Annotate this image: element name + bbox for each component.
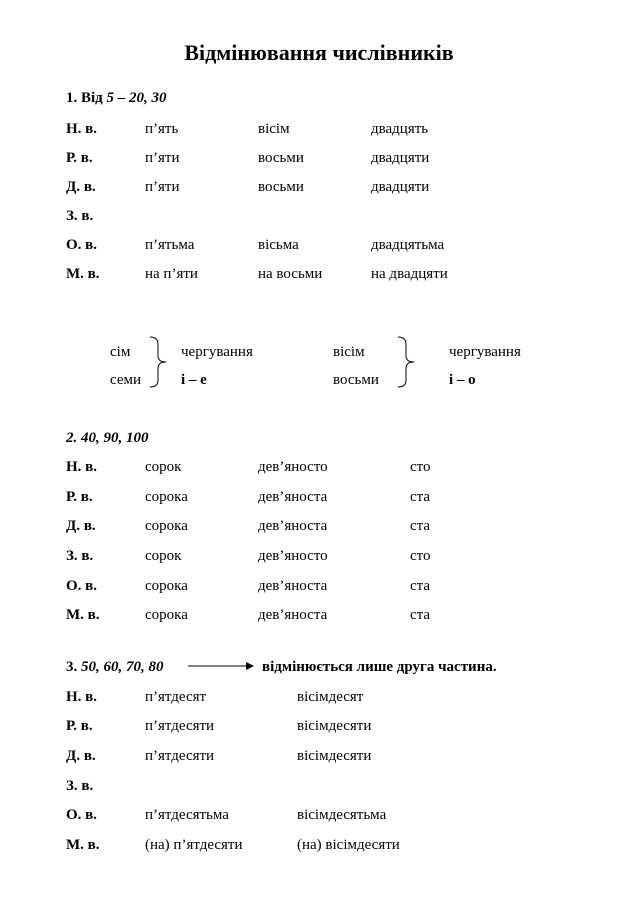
right-arrow-icon [188,660,254,672]
s1-cell-1-2: восьми [258,150,304,166]
section-2-heading: 2. 40, 90, 100 [66,430,149,446]
s3-cell-1-1: п’ятдесяти [145,718,215,734]
s3-cell-0-2: вісімдесят [297,689,364,705]
s2-case-1: Р. в. [66,489,93,505]
s2-case-5: М. в. [66,607,100,623]
s1-cell-5-1: на п’яти [145,266,198,282]
s1-cell-5-3: на двадцяти [371,266,448,282]
s1-cell-2-2: восьми [258,179,304,195]
alt-left-word-1: сім [110,344,131,360]
s1-cell-2-3: двадцяти [371,179,430,195]
s2-cell-0-2: дев’яносто [258,459,328,475]
alt-right-word-2: восьми [333,372,379,388]
s3-cell-5-1: (на) п’ятдесяти [145,837,243,853]
s2-cell-0-1: сорок [145,459,182,475]
s3-cell-5-2: (на) вісімдесяти [297,837,400,853]
s3-case-5: М. в. [66,837,100,853]
s2-cell-4-3: ста [410,578,431,594]
alt-right-label: чергування [449,344,521,360]
page-title: Відмінювання числівників [184,40,454,65]
alt-right-pair: і – о [449,372,476,388]
s2-cell-2-2: дев’яноста [258,518,328,534]
s1-case-1: Р. в. [66,150,93,166]
s2-cell-3-1: сорок [145,548,182,564]
s1-cell-0-3: двадцять [371,121,429,137]
s3-cell-0-1: п’ятдесят [145,689,207,705]
s1-case-4: О. в. [66,237,98,253]
s1-case-5: М. в. [66,266,100,282]
s2-cell-5-3: ста [410,607,431,623]
s3-cell-2-1: п’ятдесяти [145,748,215,764]
s2-cell-1-1: сорока [145,489,188,505]
s1-cell-4-2: вісьма [258,237,299,253]
s2-cell-5-1: сорока [145,607,188,623]
s2-cell-3-3: сто [410,548,431,564]
s2-case-2: Д. в. [66,518,96,534]
section-1-heading-prefix: 1. Від [66,90,107,106]
s1-cell-4-1: п’ятьма [145,237,195,253]
section-3-heading [66,659,164,676]
s2-cell-5-2: дев’яноста [258,607,328,623]
s2-case-0: Н. в. [66,459,98,475]
s3-cell-2-2: вісімдесяти [297,748,372,764]
s2-cell-1-2: дев’яноста [258,489,328,505]
s1-cell-1-3: двадцяти [371,150,430,166]
s1-cell-2-1: п’яти [145,179,180,195]
s1-cell-5-2: на восьми [258,266,323,282]
alt-right-word-1: вісім [333,344,365,360]
s1-cell-1-1: п’яти [145,150,180,166]
alt-right-brace [396,336,416,388]
s3-case-2: Д. в. [66,748,96,764]
s3-cell-4-1: п’ятдесятьма [145,807,229,823]
s2-cell-0-3: сто [410,459,431,475]
s1-case-0: Н. в. [66,121,98,137]
s2-cell-4-2: дев’яноста [258,578,328,594]
s1-cell-0-2: вісім [258,121,290,137]
s2-cell-3-2: дев’яносто [258,548,328,564]
s2-cell-4-1: сорока [145,578,188,594]
s2-cell-2-3: ста [410,518,431,534]
s2-case-4: О. в. [66,578,98,594]
s2-cell-1-3: ста [410,489,431,505]
section-1-heading-range: 5 – 20, 30 [106,90,167,106]
s2-cell-2-1: сорока [145,518,188,534]
alt-left-brace [148,336,168,388]
section-3-heading-prefix: 3. [66,659,81,675]
section-3-note: відмінюється лише друга частина. [262,659,497,675]
section-1-heading [66,90,167,107]
s3-case-1: Р. в. [66,718,93,734]
s3-case-4: О. в. [66,807,98,823]
s3-case-0: Н. в. [66,689,98,705]
alt-left-label: чергування [181,344,253,360]
section-3-heading-numbers: 50, 60, 70, 80 [81,659,164,675]
s3-case-3: З. в. [66,778,94,794]
s3-cell-1-2: вісімдесяти [297,718,372,734]
alt-left-pair: і – е [181,372,207,388]
s1-cell-0-1: п’ять [145,121,179,137]
s1-case-3: З. в. [66,208,94,224]
s2-case-3: З. в. [66,548,94,564]
alt-left-word-2: семи [110,372,142,388]
s3-cell-4-2: вісімдесятьма [297,807,387,823]
s1-cell-4-3: двадцятьма [371,237,445,253]
s1-case-2: Д. в. [66,179,96,195]
